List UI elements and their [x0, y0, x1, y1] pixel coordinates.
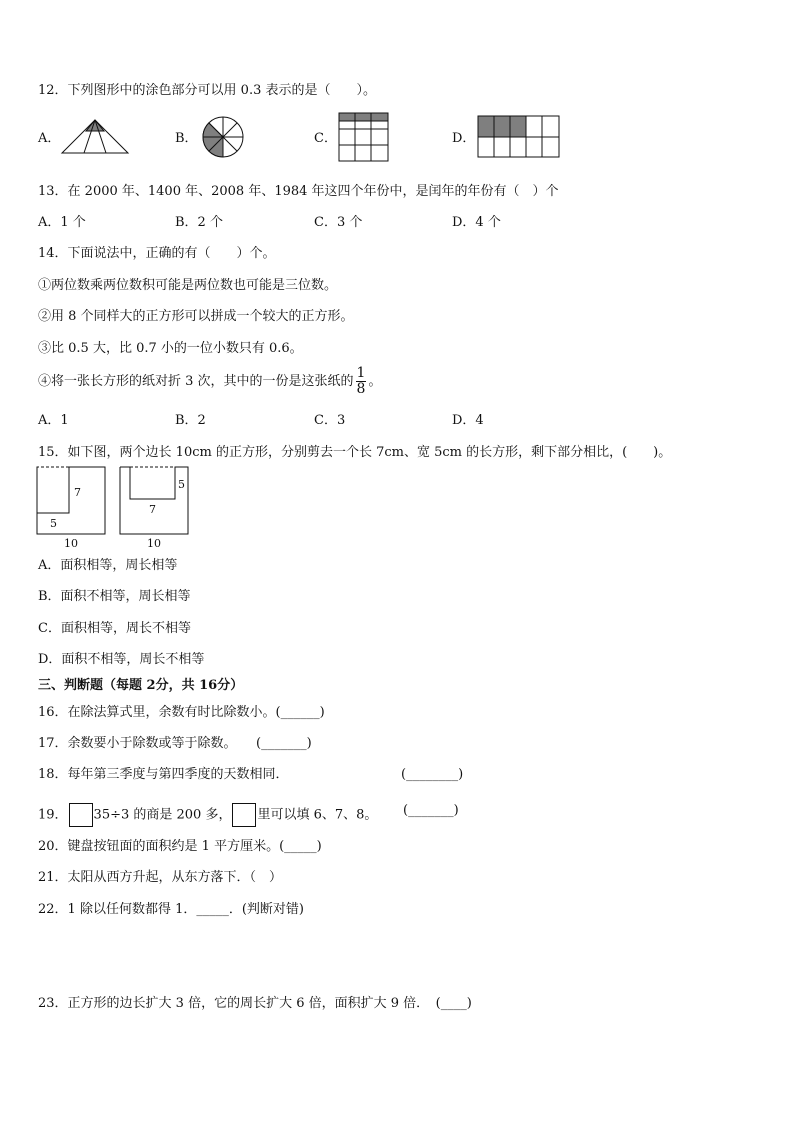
- q14-statement-3: ③比 0.5 大，比 0.7 小的一位小数只有 0.6。: [38, 341, 303, 356]
- fraction-one-eighth: [356, 366, 367, 397]
- fraction-denominator: 8: [356, 381, 366, 397]
- q17: 17．余数要小于除数或等于除数。 (_______): [38, 736, 312, 751]
- q19-answer-blank: (_______): [403, 803, 459, 818]
- q14-option-b: B．2: [175, 413, 206, 428]
- q14-option-a: A．1: [38, 413, 69, 428]
- q14-stem: 14．下面说法中，正确的有（ ）个。: [38, 246, 276, 261]
- q15-option-c: C．面积相等，周长不相等: [38, 621, 191, 636]
- q12-option-d-grid-figure: [477, 115, 561, 159]
- q18: 18．每年第三季度与第四季度的天数相同．: [38, 767, 289, 782]
- q13-option-b: B．2 个: [175, 215, 223, 230]
- q15-fig2-label-5: 5: [178, 478, 185, 491]
- q22: 22．1 除以任何数都得 1．_____．(判断对错): [38, 902, 304, 917]
- q12-option-b-label: B．: [175, 131, 198, 146]
- q12-option-c-grid-figure: [338, 112, 390, 162]
- q16: 16．在除法算式里，余数有时比除数小。(______): [38, 705, 325, 720]
- q23: 23．正方形的边长扩大 3 倍，它的周长扩大 6 倍，面积扩大 9 倍． (____): [38, 996, 472, 1011]
- q13-option-d: D．4 个: [452, 215, 501, 230]
- q13-option-a: A．1 个: [38, 215, 86, 230]
- q19-answer-box-1: [69, 803, 93, 827]
- q12-option-d-label: D．: [452, 131, 476, 146]
- q19-text-mid: 35÷3 的商是 200 多，: [93, 807, 232, 823]
- section-3-title: 三、判断题（每题 2分，共 16分）: [38, 678, 244, 693]
- q15-option-d: D．面积不相等，周长不相等: [38, 652, 205, 667]
- q13-option-c: C．3 个: [314, 215, 363, 230]
- q15-fig2-label-10: 10: [147, 537, 161, 550]
- q19: [38, 803, 377, 827]
- q21: 21．太阳从西方升起，从东方落下．（ ）: [38, 870, 283, 885]
- q12-option-b-circle-figure: [200, 115, 246, 159]
- q19-text-end: 里可以填 6、7、8。: [257, 807, 378, 823]
- q20: 20．键盘按钮面的面积约是 1 平方厘米。(_____): [38, 839, 322, 854]
- q15-figure-1: [36, 466, 108, 550]
- q15-figure-2: [119, 466, 191, 550]
- q12-stem: 12．下列图形中的涂色部分可以用 0.3 表示的是（ ）。: [38, 83, 376, 98]
- q15-fig2-label-7: 7: [149, 503, 156, 516]
- q15-fig1-label-10: 10: [64, 537, 78, 550]
- q15-stem: 15．如下图，两个边长 10cm 的正方形，分别剪去一个长 7cm、宽 5cm 的长方形，剩下部分相比，( )。: [38, 445, 672, 460]
- q19-answer-box-2: [232, 803, 256, 827]
- fraction-numerator: 1: [356, 365, 366, 381]
- q18-answer-blank: (________): [401, 767, 464, 782]
- q15-option-a: A．面积相等，周长相等: [38, 558, 178, 573]
- q12-option-a-label: A．: [38, 131, 61, 146]
- q14-option-d: D．4: [452, 413, 484, 428]
- q13-stem: 13．在 2000 年、1400 年、2008 年、1984 年这四个年份中，是闰年的年份有（ ）个: [38, 184, 559, 199]
- q12-option-c-label: C．: [314, 131, 337, 146]
- q14-statement-1: ①两位数乘两位数积可能是两位数也可能是三位数。: [38, 278, 338, 293]
- q14-option-c: C．3: [314, 413, 346, 428]
- q12-option-a-triangle-figure: [60, 118, 130, 156]
- q19-number: 19．: [38, 807, 68, 823]
- q14-statement-4-text: ④将一张长方形的纸对折 3 次，其中的一份是这张纸的: [38, 374, 354, 389]
- q15-fig1-label-5: 5: [50, 517, 57, 530]
- q14-statement-2: ②用 8 个同样大的正方形可以拼成一个较大的正方形。: [38, 309, 354, 324]
- q15-option-b: B．面积不相等，周长相等: [38, 589, 191, 604]
- q14-statement-4-end: 。: [368, 374, 382, 389]
- q14-statement-4: [38, 366, 381, 397]
- q15-fig1-label-7: 7: [74, 486, 81, 499]
